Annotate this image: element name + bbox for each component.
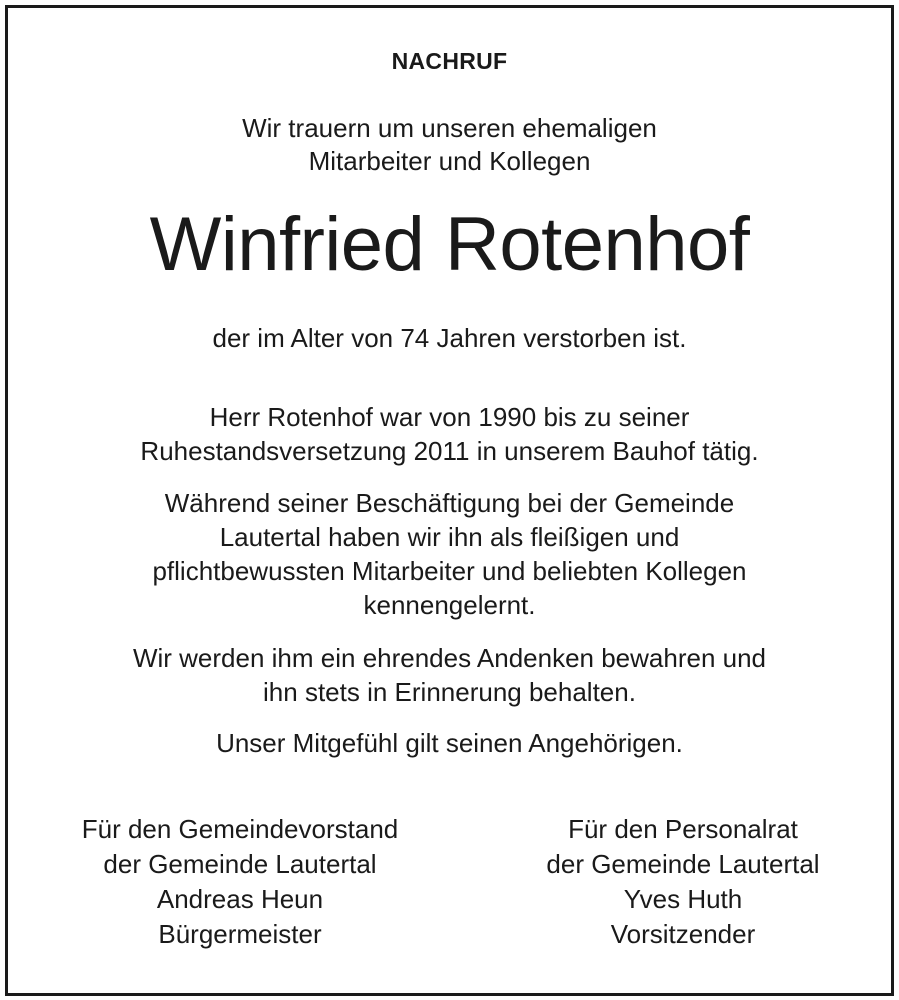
intro-text: [0, 112, 899, 178]
signature-role: Bürgermeister: [158, 919, 322, 949]
deceased-name: Winfried Rotenhof: [149, 202, 750, 287]
paragraph-line: Herr Rotenhof war von 1990 bis zu seiner: [209, 402, 690, 432]
paragraph-employment: [0, 400, 899, 468]
paragraph-line: Unser Mitgefühl gilt seinen Angehörigen.: [216, 728, 683, 758]
paragraph-line: Während seiner Beschäftigung bei der Gemeinde: [164, 488, 735, 518]
signature-role: Vorsitzender: [610, 919, 756, 949]
paragraph-condolence: [0, 726, 899, 760]
paragraph-character: [0, 486, 899, 622]
paragraph-line: kennengelernt.: [363, 590, 536, 620]
notice-title: NACHRUF: [391, 48, 508, 74]
paragraph-line: Wir werden ihm ein ehrendes Andenken bewahren und: [132, 643, 767, 673]
paragraph-line: ihn stets in Erinnerung behalten.: [263, 677, 636, 707]
age-line: der im Alter von 74 Jahren verstorben ist.: [212, 323, 687, 353]
signature-line: der Gemeinde Lautertal: [546, 849, 820, 879]
paragraph-line: Ruhestandsversetzung 2011 in unserem Bauhof tätig.: [140, 436, 759, 466]
signature-name: Yves Huth: [623, 884, 743, 914]
paragraph-line: pflichtbewussten Mitarbeiter und beliebten Kollegen: [152, 556, 747, 586]
signature-line: der Gemeinde Lautertal: [103, 849, 377, 879]
signature-line: Für den Gemeindevorstand: [81, 814, 399, 844]
signature-municipal-board: [30, 812, 450, 952]
signature-staff-council: [473, 812, 893, 952]
intro-line: Wir trauern um unseren ehemaligen: [242, 113, 657, 143]
intro-line: Mitarbeiter und Kollegen: [308, 146, 591, 176]
paragraph-memory: [0, 641, 899, 709]
signature-name: Andreas Heun: [156, 884, 324, 914]
paragraph-line: Lautertal haben wir ihn als fleißigen und: [219, 522, 680, 552]
signature-line: Für den Personalrat: [568, 814, 798, 844]
